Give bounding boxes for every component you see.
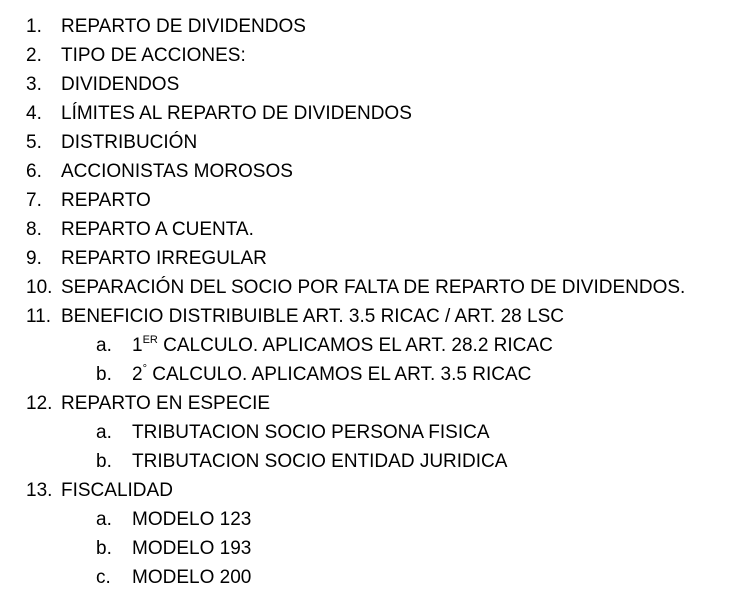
list-item-number: 4. (26, 103, 42, 124)
ordinal-superscript: ° (142, 363, 147, 375)
list-item-number: 8. (26, 219, 42, 240)
sub-list-item (0, 418, 747, 447)
sub-list-item-text: MODELO 200 (132, 567, 252, 588)
sub-list-item-text (132, 360, 531, 389)
sub-list-item-letter: c. (96, 567, 111, 588)
list-item (0, 41, 747, 70)
list-item-text: ACCIONISTAS MOROSOS (61, 161, 293, 182)
sub-list-item-letter: a. (96, 422, 112, 443)
sub-list-item-text: MODELO 193 (132, 538, 252, 559)
list-item-text: REPARTO DE DIVIDENDOS (61, 16, 306, 37)
sub-list-item-label: CALCULO. APLICAMOS EL ART. 28.2 RICAC (157, 335, 553, 356)
list-item (0, 244, 747, 273)
list-item-number: 7. (26, 190, 42, 211)
list-item-text: FISCALIDAD (61, 480, 173, 501)
document-outline-list (0, 12, 747, 592)
list-item (0, 389, 747, 418)
list-item (0, 128, 747, 157)
sub-list-item-letter: a. (96, 509, 112, 530)
sub-list-item-text (132, 331, 553, 360)
list-item (0, 70, 747, 99)
list-item (0, 12, 747, 41)
list-item (0, 99, 747, 128)
list-item-text: REPARTO EN ESPECIE (61, 393, 271, 414)
sub-list-item (0, 505, 747, 534)
sub-list-item-letter: b. (96, 364, 112, 385)
list-item (0, 302, 747, 331)
list-item-text: DIVIDENDOS (61, 74, 180, 95)
list-item-number: 6. (26, 161, 42, 182)
sub-list-item (0, 563, 747, 592)
sub-list-item-label: CALCULO. APLICAMOS EL ART. 3.5 RICAC (146, 364, 532, 385)
list-item-text: REPARTO (61, 190, 151, 211)
sub-list-item (0, 331, 747, 360)
sub-list-item-text: TRIBUTACION SOCIO PERSONA FISICA (132, 422, 490, 443)
sub-list-item (0, 534, 747, 563)
list-item-number: 9. (26, 248, 42, 269)
sub-list-item-text: MODELO 123 (132, 509, 252, 530)
ordinal-number: 1 (132, 335, 143, 356)
list-item-number: 12. (26, 393, 53, 414)
ordinal-number: 2 (132, 364, 143, 385)
list-item (0, 186, 747, 215)
list-item-number: 2. (26, 45, 42, 66)
ordinal-superscript: ER (142, 334, 158, 346)
list-item-number: 13. (26, 480, 53, 501)
list-item (0, 273, 747, 302)
sub-list-item-letter: a. (96, 335, 112, 356)
sub-list-item (0, 447, 747, 476)
list-item (0, 476, 747, 505)
list-item (0, 215, 747, 244)
list-item-number: 1. (26, 16, 42, 37)
list-item-text: LÍMITES AL REPARTO DE DIVIDENDOS (61, 103, 412, 124)
sub-list-item-letter: b. (96, 538, 112, 559)
list-item-text: DISTRIBUCIÓN (61, 132, 198, 153)
list-item-text: BENEFICIO DISTRIBUIBLE ART. 3.5 RICAC / ART. 28 LSC (61, 306, 564, 327)
list-item-number: 3. (26, 74, 42, 95)
list-item-text: REPARTO A CUENTA. (61, 219, 254, 240)
sub-list-item-text: TRIBUTACION SOCIO ENTIDAD JURIDICA (132, 451, 508, 472)
list-item-number: 5. (26, 132, 42, 153)
list-item-text: SEPARACIÓN DEL SOCIO POR FALTA DE REPARTO DE DIVIDENDOS. (61, 277, 686, 298)
list-item (0, 157, 747, 186)
list-item-number: 10. (26, 277, 53, 298)
list-item-text: REPARTO IRREGULAR (61, 248, 267, 269)
list-item-text: TIPO DE ACCIONES: (61, 45, 246, 66)
sub-list-item (0, 360, 747, 389)
list-item-number: 11. (26, 306, 52, 327)
sub-list-item-letter: b. (96, 451, 112, 472)
